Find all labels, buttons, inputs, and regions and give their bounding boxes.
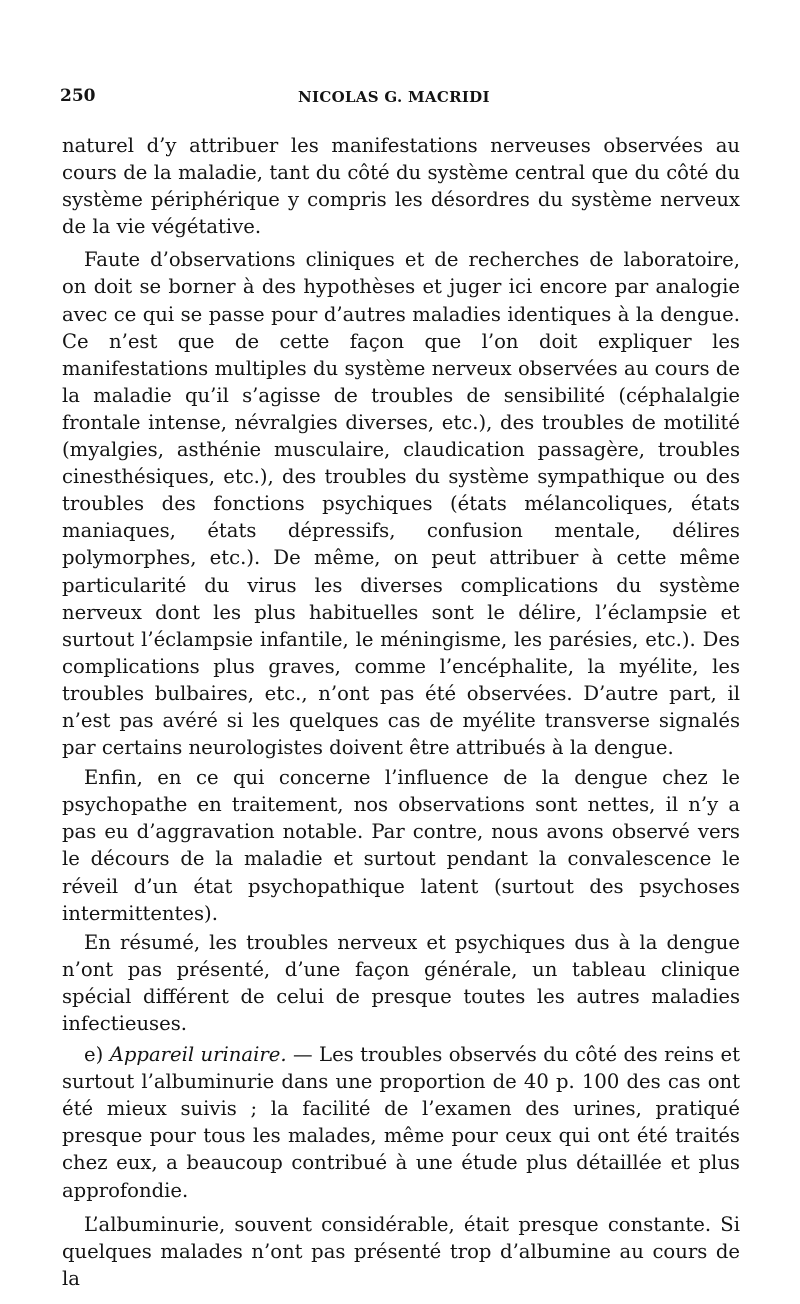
section-text: — Les troubles observés du côté des reins et surtout l’albuminurie dans une proportion de 40 p. 100 des cas ont été mieux suivis ; la facilité de l’examen des urines, pratiqué presque pour tous les malades, même pour ceux qui ont été traités chez eux, a beaucoup contribué à une étude plus détaillée et plus approfondie. bbox=[62, 1043, 740, 1202]
paragraph: Faute d’observations cliniques et de recherches de laboratoire, on doit se borner à des hypothèses et juger ici encore par analogie avec ce qui se passe pour d’autres maladies identiques à la dengue. Ce n’est que de cette façon que l’on doit expliquer les manifestations multiples du système nerveux observées au cours de la maladie qu’il s’agisse de troubles de sensibilité (céphalalgie frontale intense, névralgies diverses, etc.), des troubles de motilité (myalgies, asthénie musculaire, claudication passagère, troubles cinesthésiques, etc.), des troubles du système sympathique ou des troubles des fonctions psychiques (états mélancoliques, états maniaques, états dépressifs, confusion mentale, délires polymorphes, etc.). De même, on peut attribuer à cette même particularité du virus les diverses complications du système nerveux dont les plus habituelles sont le délire, l’éclampsie et surtout l’éclampsie infantile, le méningisme, les parésies, etc.). Des complications plus graves, comme l’encéphalite, la myélite, les troubles bulbaires, etc., n’ont pas été observées. D’autre part, il n’est pas avéré si les quelques cas de myélite transverse signalés par certains neurologistes doivent être attribués à la dengue. bbox=[62, 248, 740, 760]
page-header bbox=[60, 86, 750, 110]
section-paragraph bbox=[62, 1041, 740, 1204]
body-text bbox=[62, 132, 740, 1292]
paragraph: L’albuminurie, souvent considérable, était presque constante. Si quelques malades n’ont pas présenté trop d’albumine au cours de la bbox=[62, 1212, 740, 1290]
page-number: 250 bbox=[60, 86, 96, 106]
section-title: Appareil urinaire. bbox=[109, 1043, 287, 1067]
section-label: e) bbox=[84, 1043, 104, 1067]
paragraph: En résumé, les troubles nerveux et psychiques dus à la dengue n’ont pas présenté, d’une façon générale, un tableau clinique spécial différent de celui de presque toutes les autres maladies infectieuses. bbox=[62, 930, 740, 1035]
running-title: NICOLAS G. MACRIDI bbox=[298, 88, 490, 106]
paragraph: naturel d’y attribuer les manifestations nerveuses observées au cours de la maladie, tant du côté du système central que du côté du système périphérique y compris les désordres du système nerveux de la vie végétative. bbox=[62, 134, 740, 239]
paragraph: Enfin, en ce qui concerne l’influence de la dengue chez le psychopathe en traitement, nos observations sont nettes, il n’y a pas eu d’aggravation notable. Par contre, nous avons observé vers le décours de la maladie et surtout pendant la convalescence le réveil d’un état psychopathique latent (surtout des psychoses intermittentes). bbox=[62, 766, 740, 925]
